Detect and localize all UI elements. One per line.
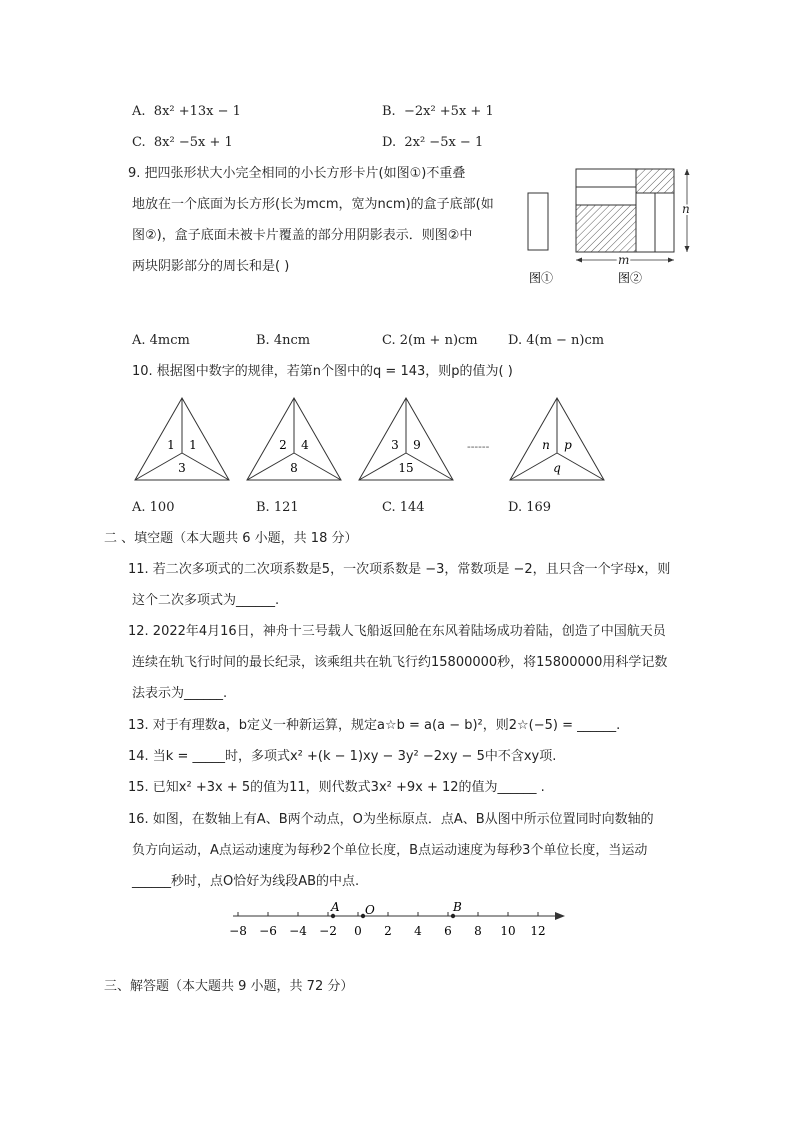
q9-option-c: C. 2(m + n)cm xyxy=(382,333,478,348)
q9-line-2: 地放在一个底面为长方形(长为mcm，宽为ncm)的盒子底部(如 xyxy=(132,197,494,212)
q15-text: 15. 已知x² +3x + 5的值为11，则代数式3x² +9x + 12的值为______ . xyxy=(128,780,545,795)
q9-line-3: 图②)，盒子底面未被卡片覆盖的部分用阴影表示．则图②中 xyxy=(132,228,473,243)
q10-option-c: C. 144 xyxy=(382,500,425,515)
q9-figures xyxy=(520,160,710,292)
q8-option-a: A. 8x² +13x − 1 xyxy=(132,104,241,119)
number-line-tick-label: 8 xyxy=(474,924,482,938)
q10-t3-left: 3 xyxy=(391,438,399,452)
number-line-tick-label: 4 xyxy=(414,924,422,938)
number-line-tick-label: 6 xyxy=(444,924,452,938)
q14-text: 14. 当k = _____时，多项式x² +(k − 1)xy − 3y² −2xy − 5中不含xy项. xyxy=(128,749,557,764)
q10-dashes: ------ xyxy=(467,440,490,453)
q9-fig2-card-top-1 xyxy=(576,169,636,187)
q10-t1-right: 1 xyxy=(189,438,197,452)
q9-option-d: D. 4(m − n)cm xyxy=(508,333,605,348)
q10-triangle-1 xyxy=(135,398,229,480)
q10-triangle-n xyxy=(510,398,604,480)
q11-line-2: 这个二次多项式为______. xyxy=(132,593,280,608)
q10-tn-right: p xyxy=(564,438,572,452)
number-line-tick-label: 2 xyxy=(384,924,392,938)
q9-fig2-label: 图② xyxy=(618,271,643,285)
point-a-dot xyxy=(331,914,335,918)
q9-line-1: 9. 把四张形状大小完全相同的小长方形卡片(如图①)不重叠 xyxy=(128,166,466,181)
q16-line-2: 负方向运动，A点运动速度为每秒2个单位长度，B点运动速度为每秒3个单位长度，当运动 xyxy=(132,843,648,858)
point-a-label: A xyxy=(331,900,340,914)
q10-t2-right: 4 xyxy=(301,438,309,452)
q16-line-1: 16. 如图，在数轴上有A、B两个动点，O为坐标原点．点A、B从图中所示位置同时向数轴的 xyxy=(128,812,654,827)
q13-text: 13. 对于有理数a，b定义一种新运算，规定a☆b = a(a − b)²，则2☆(−5) = ______. xyxy=(128,718,621,733)
q9-line-4: 两块阴影部分的周长和是( ) xyxy=(132,259,290,274)
q9-fig2-card-top-2 xyxy=(576,187,636,205)
point-o-label: O xyxy=(365,903,375,917)
q8-option-c: C. 8x² −5x + 1 xyxy=(132,135,233,150)
q10-triangles xyxy=(125,392,615,486)
q10-t3-right: 9 xyxy=(413,438,421,452)
point-b-label: B xyxy=(453,900,462,914)
section-2-title: 二 、填空题（本大题共 6 小题，共 18 分） xyxy=(104,531,358,546)
q9-label-m: m xyxy=(618,253,630,267)
q9-fig1-card xyxy=(528,193,548,250)
number-line-tick-label: −2 xyxy=(319,924,337,938)
q9-fig1-label: 图① xyxy=(529,271,554,285)
number-line-tick-label: 12 xyxy=(530,924,546,938)
q9-option-a: A. 4mcm xyxy=(132,333,190,348)
q12-line-3: 法表示为______. xyxy=(132,686,228,701)
section-3-title: 三、解答题（本大题共 9 小题，共 72 分） xyxy=(104,979,354,994)
q12-line-2: 连续在轨飞行时间的最长纪录，该乘组共在轨飞行约15800000秒，将15800000用科学记数 xyxy=(132,655,668,670)
q12-line-1: 12. 2022年4月16日，神舟十三号载人飞船返回舱在东风着陆场成功着陆，创造了中国航天员 xyxy=(128,624,666,639)
q10-option-b: B. 121 xyxy=(256,500,299,515)
number-line-arrow xyxy=(555,912,565,920)
q10-t3-bottom: 15 xyxy=(398,461,414,475)
q9-fig2-card-vert-1 xyxy=(636,193,655,252)
q10-t1-bottom: 3 xyxy=(178,461,186,475)
number-line-tick-label: 10 xyxy=(500,924,516,938)
number-line-tick-label: −6 xyxy=(259,924,277,938)
point-b-dot xyxy=(451,914,455,918)
q10-triangle-2 xyxy=(247,398,341,480)
q10-tn-left: n xyxy=(542,438,550,452)
q10-t1-left: 1 xyxy=(167,438,175,452)
number-line-tick-label: −4 xyxy=(289,924,307,938)
q9-label-n: n xyxy=(682,202,690,216)
q8-option-b: B. −2x² +5x + 1 xyxy=(382,104,494,119)
q16-line-3: ______秒时，点O恰好为线段AB的中点. xyxy=(132,874,360,889)
q10-tn-bottom: q xyxy=(553,461,561,475)
q8-option-d: D. 2x² −5x − 1 xyxy=(382,135,484,150)
q9-fig2-shaded-right xyxy=(636,169,674,193)
q9-option-b: B. 4ncm xyxy=(256,333,311,348)
q10-text: 10. 根据图中数字的规律，若第n个图中的q = 143，则p的值为( ) xyxy=(132,364,513,379)
q10-triangle-3 xyxy=(359,398,453,480)
q10-t2-left: 2 xyxy=(279,438,287,452)
q9-fig2-card-vert-2 xyxy=(655,193,674,252)
q9-fig2-shaded-left xyxy=(576,205,636,252)
q10-option-d: D. 169 xyxy=(508,500,552,515)
q10-t2-bottom: 8 xyxy=(290,461,298,475)
number-line-tick-label: 0 xyxy=(354,924,362,938)
q11-line-1: 11. 若二次多项式的二次项系数是5，一次项系数是 −3，常数项是 −2，且只含一个字母x，则 xyxy=(128,562,671,577)
q10-option-a: A. 100 xyxy=(132,500,175,515)
number-line xyxy=(225,898,575,943)
number-line-tick-label: −8 xyxy=(229,924,247,938)
